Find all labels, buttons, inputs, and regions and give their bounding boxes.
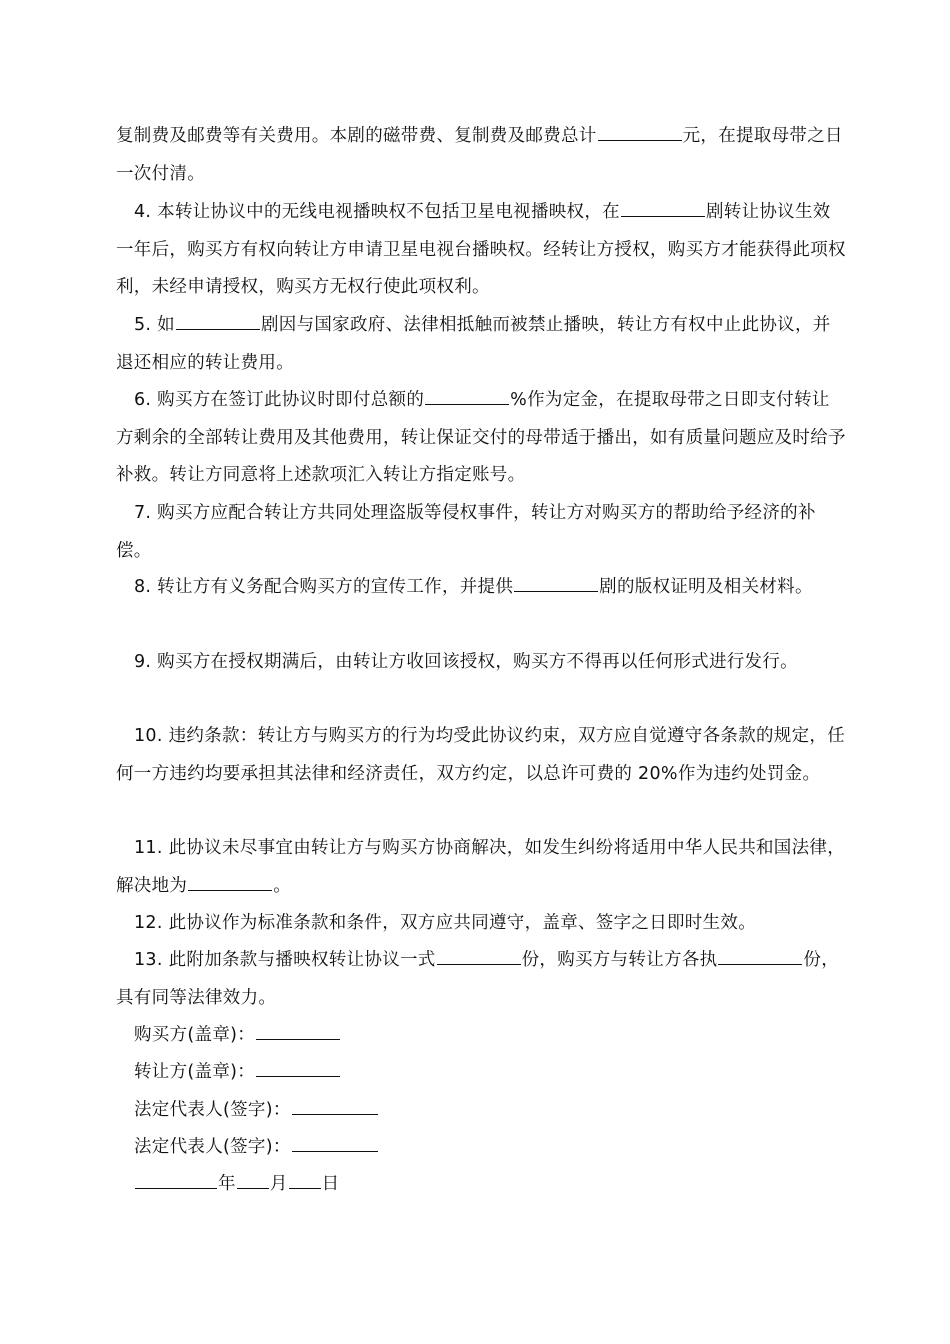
- text: 13. 此附加条款与播映权转让协议一式: [134, 950, 436, 970]
- signature-representative-2: [134, 1129, 379, 1167]
- text: 元，在提取母带之日一次付清。: [116, 126, 843, 184]
- text: 8. 转让方有义务配合购买方的宣传工作，并提供: [134, 577, 514, 597]
- text: 6. 购买方在签订此协议时即付总额的: [134, 390, 425, 410]
- text: 4. 本转让协议中的无线电视播映权不包括卫星电视播映权，在: [134, 202, 620, 222]
- signature-blank: [256, 1022, 340, 1040]
- paragraph-clause-6: [116, 382, 846, 495]
- blank-line: [514, 574, 598, 592]
- paragraph-clause-7: 7. 购买方应配合转让方共同处理盗版等侵权事件，转让方对购买方的帮助给予经济的补偿。: [116, 503, 816, 561]
- blank-line: [425, 387, 509, 405]
- year-label: 年: [218, 1174, 236, 1194]
- text: 复制费及邮费等有关费用。本剧的磁带费、复制费及邮费总计: [116, 126, 597, 146]
- blank-line: [621, 199, 705, 217]
- text: 份，购买方与转让方各执: [521, 950, 718, 970]
- paragraph-fee-continuation: [116, 118, 846, 193]
- text: 。: [273, 875, 292, 896]
- paragraph-clause-12: 12. 此协议作为标准条款和条件，双方应共同遵守，盖章、签字之日即时生效。: [134, 913, 756, 933]
- paragraph-clause-10: 10. 违约条款：转让方与购买方的行为均受此协议约束，双方应自觉遵守各条款的规定，任何一方违约均要承担其法律和经济责任，双方约定，以总许可费的 20%作为违约处罚金。: [116, 726, 845, 784]
- signature-date: [134, 1166, 339, 1204]
- signature-seller: [134, 1054, 341, 1092]
- text: 5. 如: [134, 315, 175, 335]
- signature-blank: [256, 1059, 340, 1077]
- paragraph-clause-4: [116, 194, 846, 307]
- signature-label: 转让方(盖章)：: [134, 1062, 256, 1082]
- signature-label: 法定代表人(签字)：: [134, 1137, 291, 1157]
- paragraph-clause-9: 9. 购买方在授权期满后，由转让方收回该授权，购买方不得再以任何形式进行发行。: [134, 652, 798, 672]
- text: 份，具有同等法律效力。: [116, 950, 840, 1008]
- text: 剧转让协议生效一年后，购买方有权向转让方申请卫星电视台播映权。经转让方授权，购买方才能获得此项权利，未经申请授权，购买方无权行使此项权利。: [116, 202, 846, 297]
- blank-line: [437, 947, 521, 965]
- blank-line: [718, 947, 802, 965]
- text: 剧因与国家政府、法律相抵触而被禁止播映，转让方有权中止此协议，并退还相应的转让费用。: [116, 315, 831, 373]
- blank-line: [176, 312, 260, 330]
- blank-line: [598, 123, 682, 141]
- signature-blank: [292, 1097, 378, 1115]
- paragraph-clause-5: [116, 307, 846, 382]
- month-blank: [237, 1171, 269, 1189]
- year-blank: [135, 1171, 217, 1189]
- day-label: 日: [321, 1174, 340, 1194]
- signature-buyer: [134, 1017, 341, 1055]
- signature-blank: [292, 1134, 378, 1152]
- blank-line: [188, 873, 272, 891]
- paragraph-clause-11: [116, 830, 846, 905]
- signature-label: 法定代表人(签字)：: [134, 1100, 291, 1120]
- signature-representative-1: [134, 1092, 379, 1130]
- paragraph-clause-8: [116, 569, 846, 607]
- signature-label: 购买方(盖章)：: [134, 1025, 256, 1045]
- day-blank: [289, 1171, 321, 1189]
- text: %作为定金，在提取母带之日即支付转让方剩余的全部转让费用及其他费用，转让保证交付的母带适于播出，如有质量问题应及时给予补救。转让方同意将上述款项汇入转让方指定账号。: [116, 390, 846, 485]
- paragraph-clause-13: [116, 942, 846, 1017]
- month-label: 月: [269, 1174, 288, 1194]
- text: 剧的版权证明及相关材料。: [599, 577, 813, 597]
- text: 11. 此协议未尽事宜由转让方与购买方协商解决，如发生纠纷将适用中华人民共和国法律，解决地为: [116, 838, 845, 896]
